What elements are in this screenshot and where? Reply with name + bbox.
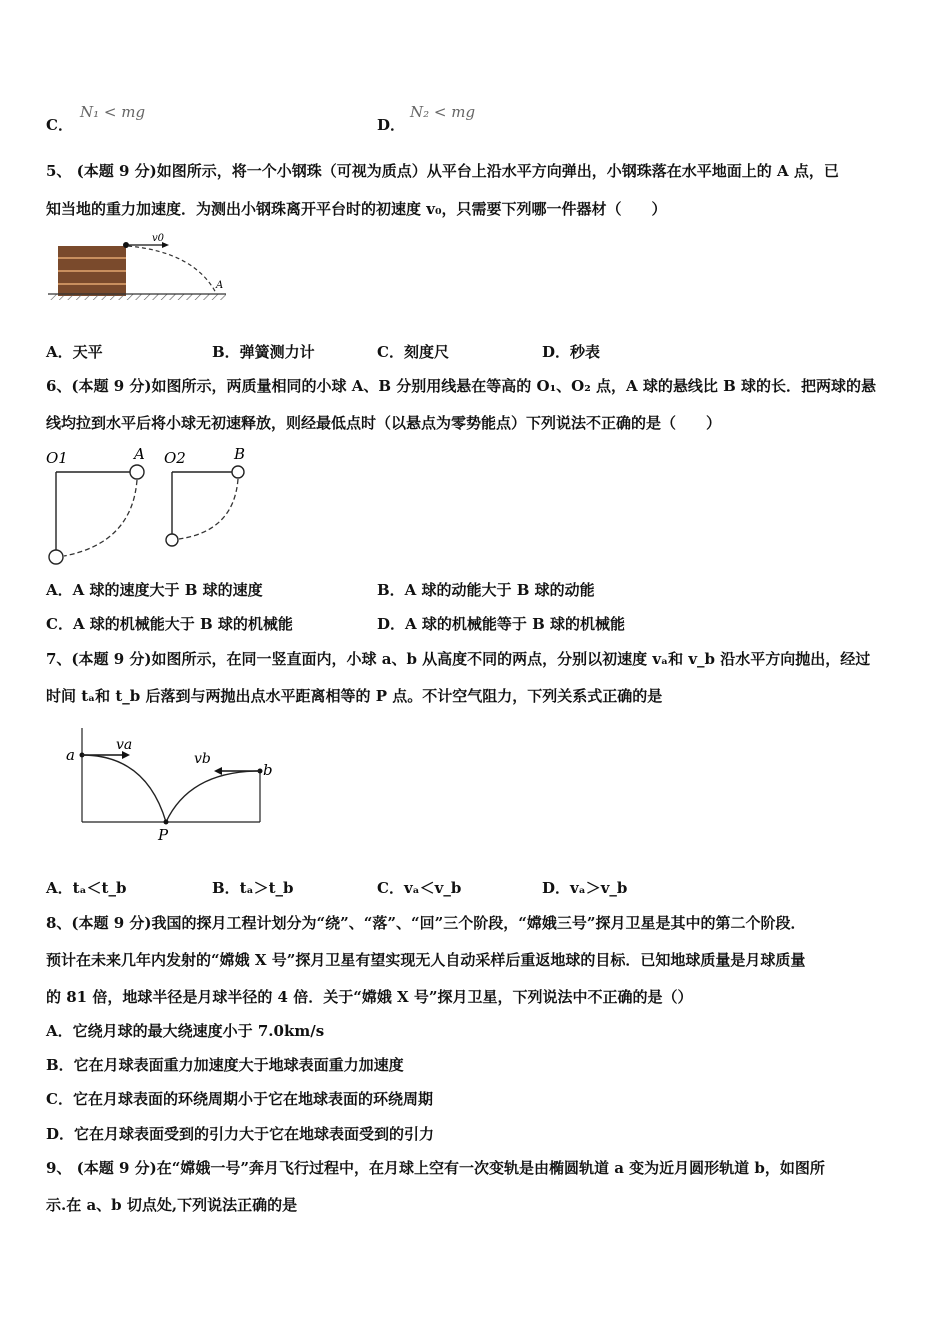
- q7-option-b: B．tₐ＞t_b: [212, 879, 294, 897]
- q7-stem-line2: 时间 tₐ和 t_b 后落到与两抛出点水平距离相等的 P 点。不计空气阻力，下列关系式正确的是: [46, 687, 663, 705]
- q5-option-c: C．刻度尺: [377, 343, 449, 361]
- trajectory-b: [166, 771, 260, 822]
- q4-option-c-label: C．: [46, 116, 73, 134]
- q5-stem-line1: 5、 (本题 9 分)如图所示，将一个小钢珠（可视为质点）从平台上沿水平方向弹出，小钢珠落在水平地面上的 A 点，已: [46, 162, 839, 180]
- q5-stem-line2: 知当地的重力加速度．为测出小钢珠离开平台时的初速度 v₀，只需要下列哪一件器材（ ）: [46, 200, 667, 218]
- q7-figure-projectiles: [60, 722, 292, 850]
- q7-stem-line1: 7、(本题 9 分)如图所示，在同一竖直面内，小球 a、b 从高度不同的两点，分别以初速度 vₐ和 v_b 沿水平方向抛出，经过: [46, 650, 871, 668]
- q8-stem-line1: 8、(本题 9 分)我国的探月工程计划分为“绕”、“落”、“回”三个阶段，“嫦娥三号”探月卫星是其中的第二个阶段．: [46, 914, 806, 932]
- q6-option-b: B．A 球的动能大于 B 球的动能: [377, 581, 595, 599]
- q4-option-d-formula: N₂ < mg: [410, 103, 476, 121]
- ball-a-low: [49, 550, 63, 564]
- b-point-label: b: [263, 761, 273, 779]
- v0-label: v0: [152, 233, 165, 244]
- q7-option-d: D．vₐ＞v_b: [542, 879, 628, 897]
- q5-figure-platform: [44, 230, 230, 302]
- point-a-label: A: [216, 280, 224, 291]
- vb-label: vb: [194, 751, 211, 767]
- ball-b-start: [232, 466, 244, 478]
- q5-option-b: B．弹簧测力计: [212, 343, 315, 361]
- q6-option-d: D．A 球的机械能等于 B 球的机械能: [377, 615, 625, 633]
- q6-stem-line1: 6、(本题 9 分)如图所示，两质量相同的小球 A、B 分别用线悬在等高的 O₁、O₂ 点，A 球的悬线比 B 球的长．把两球的悬: [46, 377, 876, 395]
- o2-label: O2: [164, 449, 186, 467]
- q4-option-d-label: D．: [377, 116, 406, 134]
- q9-stem-line2: 示.在 a、b 切点处,下列说法正确的是: [46, 1196, 298, 1214]
- q9-stem-line1: 9、 (本题 9 分)在“嫦娥一号”奔月飞行过程中，在月球上空有一次变轨是由椭圆轨道 a 变为近月圆形轨道 b，如图所: [46, 1159, 825, 1177]
- q6-figure-pendulums: [42, 443, 254, 567]
- trajectory-curve: [128, 246, 216, 293]
- a-label: A: [134, 445, 145, 463]
- ball-a-start: [130, 465, 144, 479]
- q4-option-c-formula: N₁ < mg: [80, 103, 146, 121]
- q5-option-d: D．秒表: [542, 343, 601, 361]
- b-label: B: [234, 445, 246, 463]
- q6-option-a: A．A 球的速度大于 B 球的速度: [46, 581, 263, 599]
- q8-option-c: C．它在月球表面的环绕周期小于它在地球表面的环绕周期: [46, 1090, 433, 1108]
- q8-option-d: D．它在月球表面受到的引力大于它在地球表面受到的引力: [46, 1125, 435, 1143]
- q6-option-c: C．A 球的机械能大于 B 球的机械能: [46, 615, 293, 633]
- ground-hatch: [48, 294, 226, 300]
- va-label: va: [116, 737, 133, 753]
- q8-option-a: A．它绕月球的最大绕速度小于 7.0km/s: [46, 1022, 325, 1040]
- ball-b-low: [166, 534, 178, 546]
- q6-stem-line2: 线均拉到水平后将小球无初速释放，则经最低点时（以悬点为零势能点）下列说法不正确的是（ ）: [46, 414, 722, 432]
- o1-label: O1: [46, 449, 68, 467]
- q7-option-c: C．vₐ＜v_b: [377, 879, 462, 897]
- trajectory-a: [82, 755, 166, 822]
- q8-stem-line2: 预计在未来几年内发射的“嫦娥 X 号”探月卫星有望实现无人自动采样后重返地球的目标．已知地球质量是月球质量: [46, 951, 806, 969]
- q8-stem-line3: 的 81 倍，地球半径是月球半径的 4 倍．关于“嫦娥 X 号”探月卫星，下列说法中不正确的是（）: [46, 988, 693, 1006]
- q8-option-b: B．它在月球表面重力加速度大于地球表面重力加速度: [46, 1056, 404, 1074]
- p-point-label: P: [158, 826, 169, 844]
- q5-option-a: A．天平: [46, 343, 103, 361]
- q7-option-a: A．tₐ＜t_b: [46, 879, 127, 897]
- a-point-label: a: [66, 746, 75, 764]
